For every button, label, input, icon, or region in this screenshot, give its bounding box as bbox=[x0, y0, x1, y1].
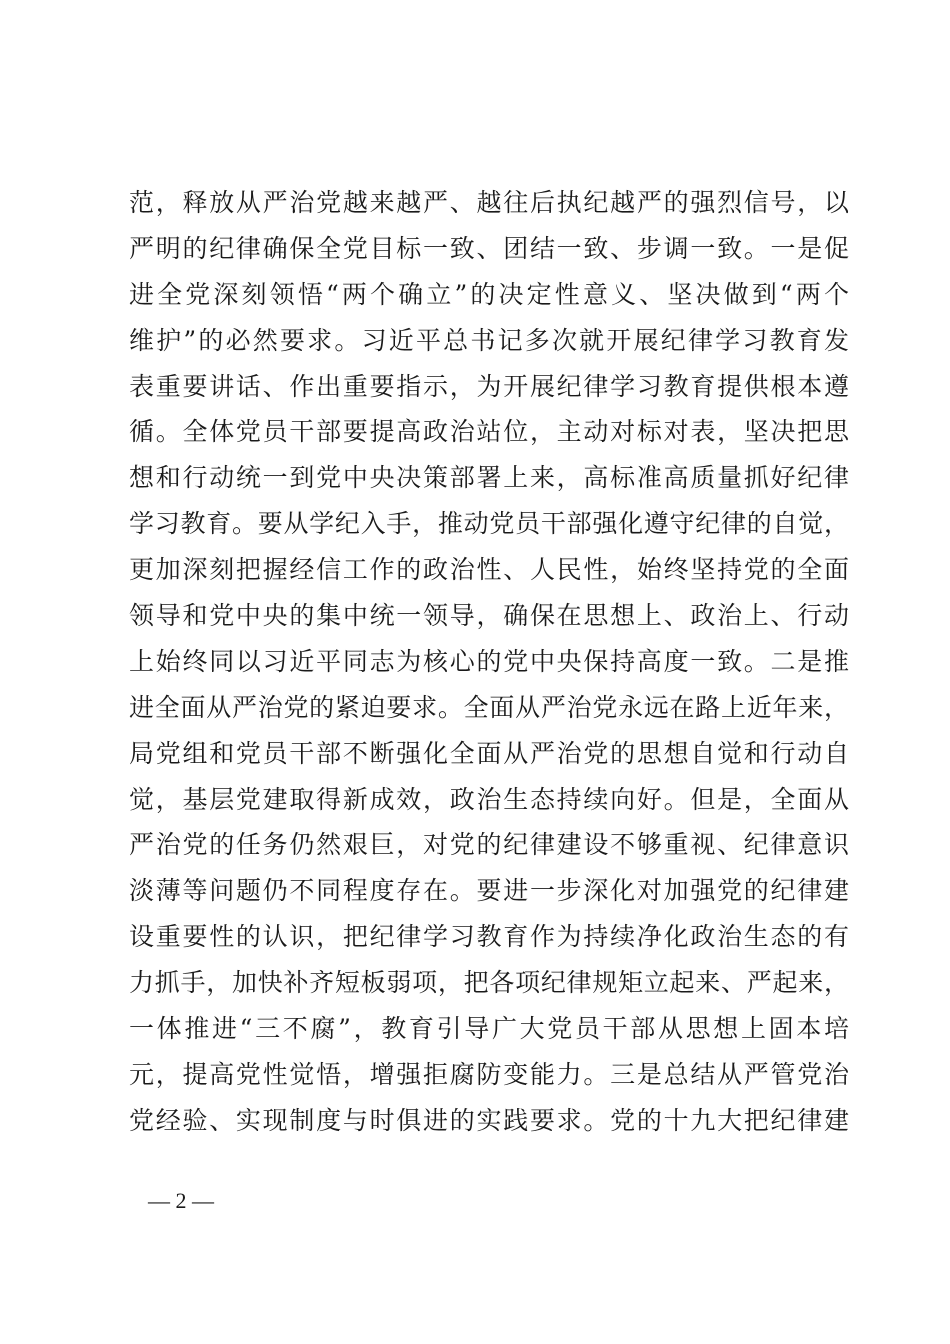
text-line: 严治党的任务仍然艰巨，对党的纪律建设不够重视、纪律意识 bbox=[129, 830, 849, 860]
text-line: 表重要讲话、作出重要指示，为开展纪律学习教育提供根本遵 bbox=[129, 371, 849, 401]
text-line: 进全党深刻领悟“两个确立”的决定性意义、坚决做到“两个 bbox=[129, 279, 849, 309]
text-line: 设重要性的认识，把纪律学习教育作为持续净化政治生态的有 bbox=[129, 922, 849, 952]
text-line: 一体推进“三不腐”，教育引导广大党员干部从思想上固本培 bbox=[129, 1014, 849, 1044]
text-line: 进全面从严治党的紧迫要求。全面从严治党永远在路上近年来， bbox=[129, 692, 849, 722]
text-line: 循。全体党员干部要提高政治站位，主动对标对表，坚决把思 bbox=[129, 417, 849, 447]
text-line: 力抓手，加快补齐短板弱项，把各项纪律规矩立起来、严起来， bbox=[129, 968, 849, 998]
text-line: 局党组和党员干部不断强化全面从严治党的思想自觉和行动自 bbox=[129, 738, 849, 768]
text-line: 淡薄等问题仍不同程度存在。要进一步深化对加强党的纪律建 bbox=[129, 876, 849, 906]
text-line: 更加深刻把握经信工作的政治性、人民性，始终坚持党的全面 bbox=[129, 555, 849, 585]
text-line: 党经验、实现制度与时俱进的实践要求。党的十九大把纪律建 bbox=[129, 1105, 849, 1135]
text-line: 觉，基层党建取得新成效，政治生态持续向好。但是，全面从 bbox=[129, 784, 849, 814]
page-number: — 2 — bbox=[148, 1188, 214, 1213]
text-line: 领导和党中央的集中统一领导，确保在思想上、政治上、行动 bbox=[129, 601, 849, 631]
text-line: 范，释放从严治党越来越严、越往后执纪越严的强烈信号，以 bbox=[129, 188, 849, 217]
text-line: 上始终同以习近平同志为核心的党中央保持高度一致。二是推 bbox=[129, 646, 849, 676]
text-line: 学习教育。要从学纪入手，推动党员干部强化遵守纪律的自觉， bbox=[129, 509, 849, 539]
text-line: 维护”的必然要求。习近平总书记多次就开展纪律学习教育发 bbox=[129, 325, 849, 355]
text-line: 元，提高党性觉悟，增强拒腐防变能力。三是总结从严管党治 bbox=[129, 1059, 849, 1089]
text-line: 想和行动统一到党中央决策部署上来，高标准高质量抓好纪律 bbox=[129, 463, 849, 493]
body-text bbox=[129, 180, 849, 1144]
text-line: 严明的纪律确保全党目标一致、团结一致、步调一致。一是促 bbox=[129, 233, 849, 263]
